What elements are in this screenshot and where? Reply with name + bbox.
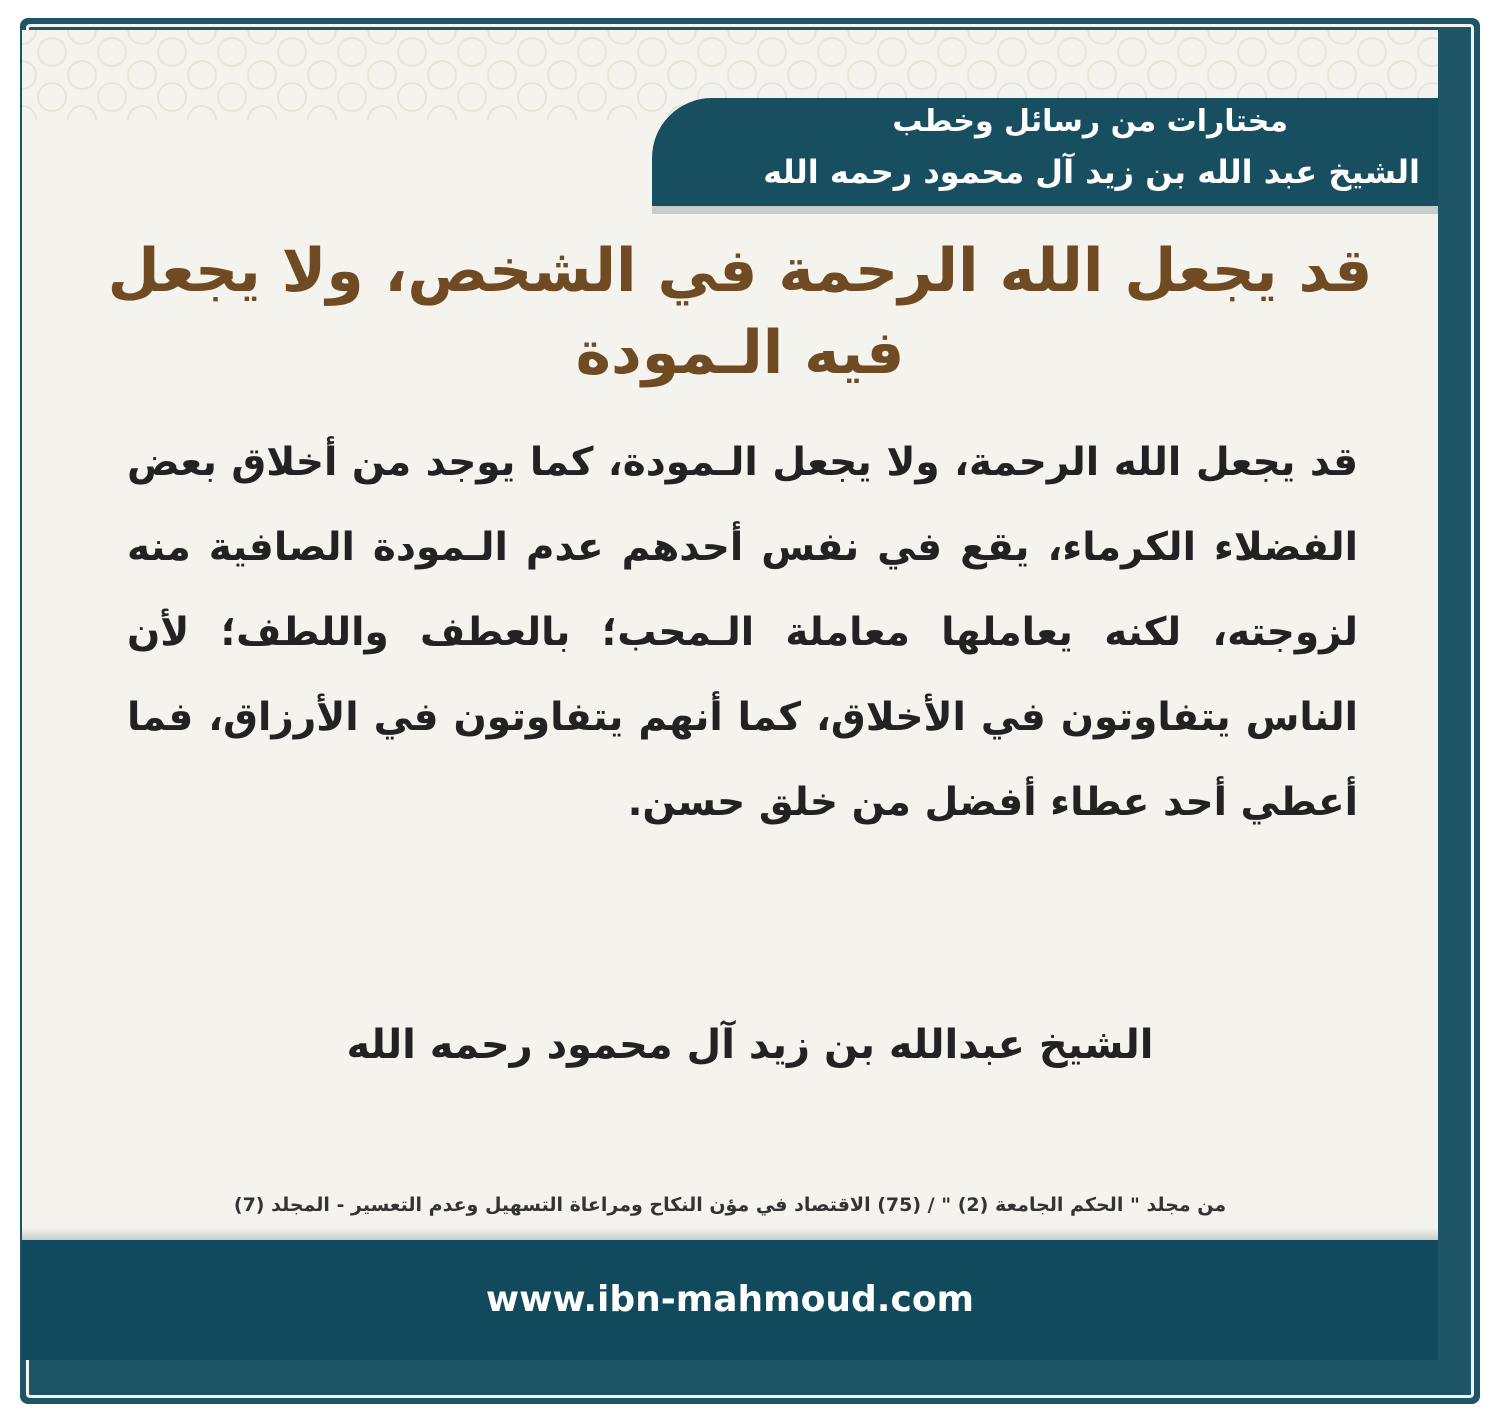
page-title: قد يجعل الله الرحمة في الشخص، ولا يجعل فيه الـمودة [107,236,1373,388]
website-link[interactable]: www.ibn-mahmoud.com [485,1279,975,1320]
author-signature: الشيخ عبدالله بن زيد آل محمود رحمه الله [346,1022,1154,1068]
header-series-title: مختارات من رسائل وخطب [892,104,1288,139]
footer-bar [22,1240,1438,1360]
body-paragraph: قد يجعل الله الرحمة، ولا يجعل الـمودة، كما يوجد من أخلاق بعض الفضلاء الكرماء، يقع في نفس أحدهم عدم الـمودة الصافية منه لزوجته، لكنه يعاملها معاملة الـمحب؛ بالعطف واللطف؛ لأن الناس يتفاوتون في الأخلاق، كما أنهم يتفاوتون في الأرزاق، فما أعطي أحد عطاء أفضل من خلق حسن. [127,440,1358,825]
content-panel [22,30,1438,1240]
header-author-name: الشيخ عبد الله بن زيد آل محمود رحمه الله [763,153,1420,191]
source-citation: من مجلد " الحكم الجامعة (2) " / (75) الاقتصاد في مؤن النكاح ومراعاة التسهيل وعدم التعسير - المجلد (7) [233,1194,1227,1216]
header-banner [652,98,1438,206]
panel-shadow [22,1228,1438,1240]
